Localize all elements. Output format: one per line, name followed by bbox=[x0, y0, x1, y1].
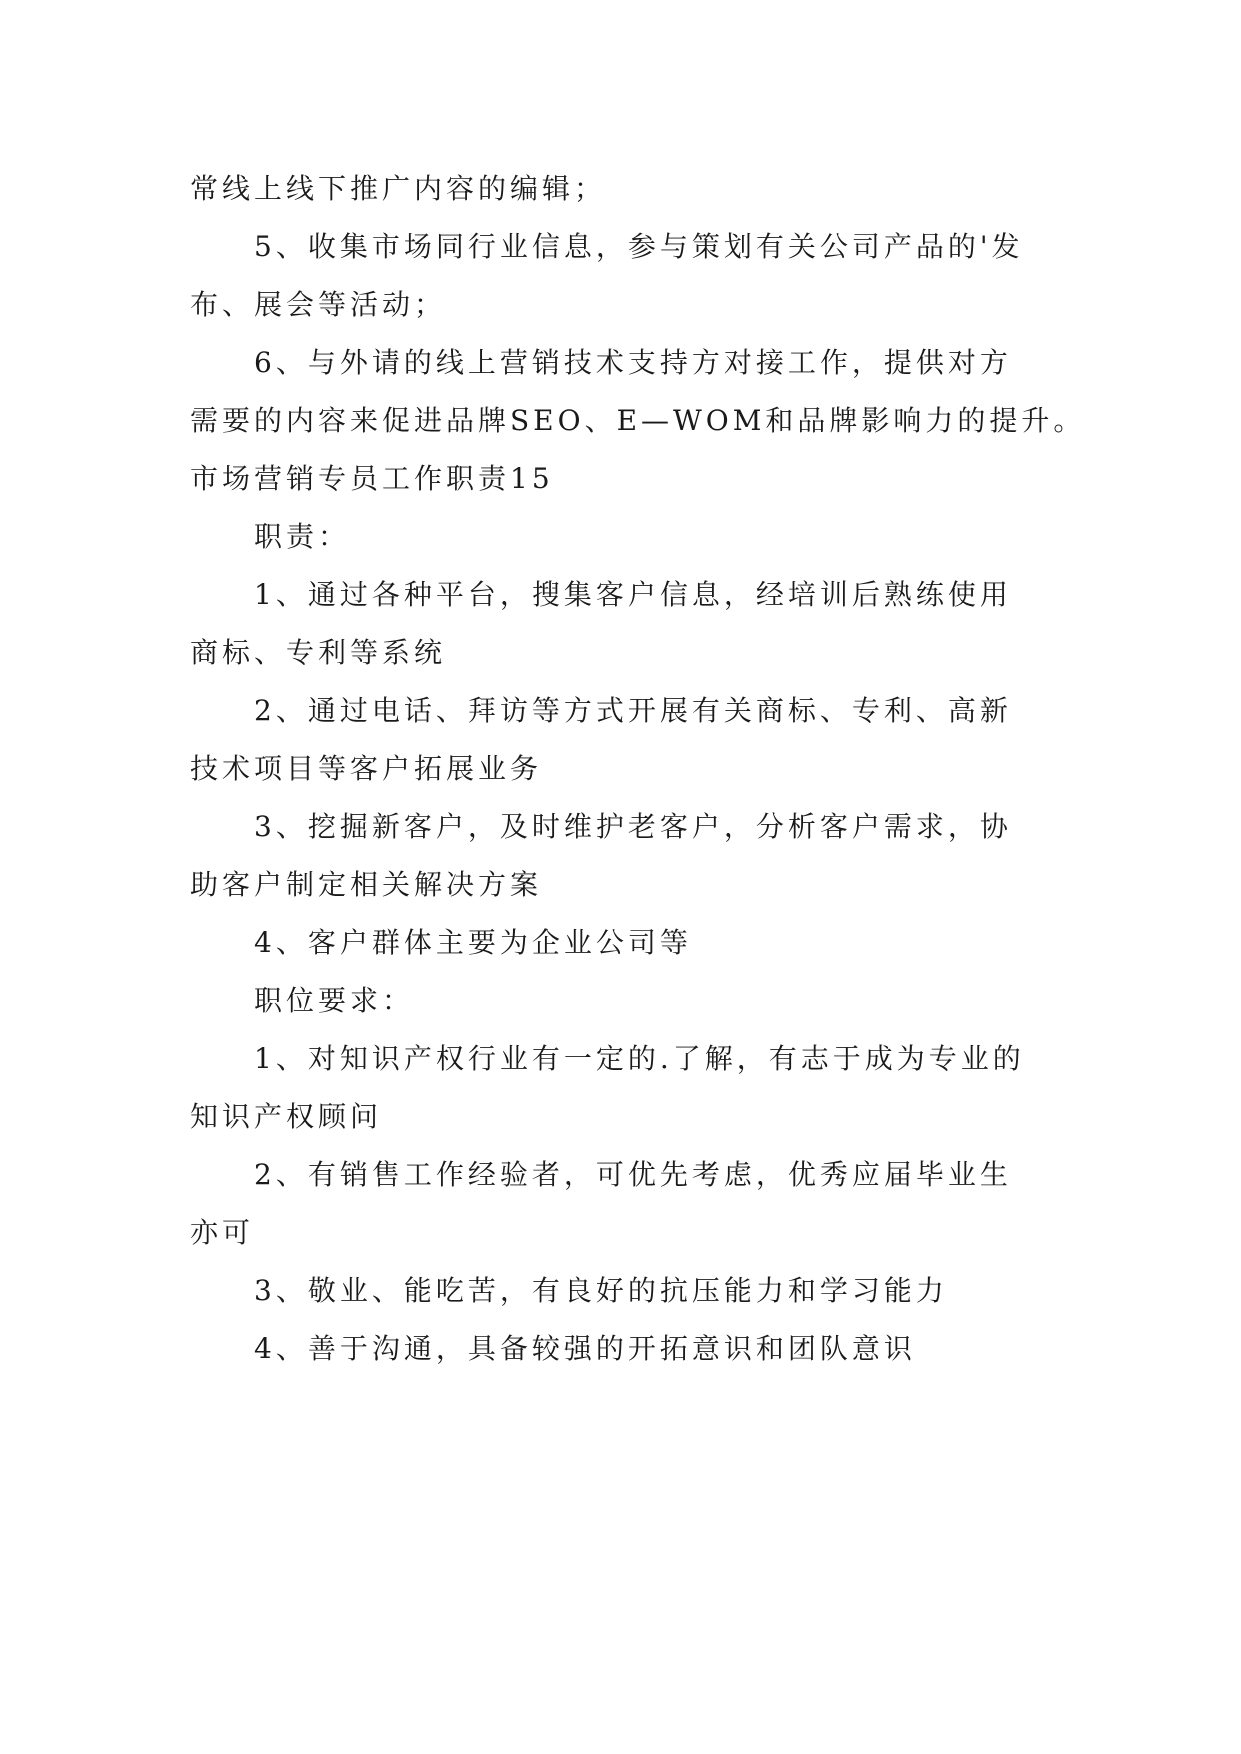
text-line: 4、客户群体主要为企业公司等 bbox=[254, 926, 692, 959]
subheading-duties: 职责： bbox=[254, 520, 351, 553]
text-line: 1、通过各种平台，搜集客户信息，经培训后熟练使用 bbox=[254, 578, 1012, 611]
text-line: 知识产权顾问 bbox=[190, 1100, 383, 1133]
text-line: 布、展会等活动； bbox=[190, 288, 447, 321]
text-line: 3、敬业、能吃苦，有良好的抗压能力和学习能力 bbox=[254, 1274, 948, 1307]
section-heading: 市场营销专员工作职责15 bbox=[190, 462, 554, 495]
subheading-requirements: 职位要求： bbox=[254, 984, 415, 1017]
text-line: 2、通过电话、拜访等方式开展有关商标、专利、高新 bbox=[254, 694, 1012, 727]
text-line: 2、有销售工作经验者，可优先考虑，优秀应届毕业生 bbox=[254, 1158, 1012, 1191]
text-line: 技术项目等客户拓展业务 bbox=[190, 752, 543, 785]
text-line: 1、对知识产权行业有一定的.了解，有志于成为专业的 bbox=[254, 1042, 1025, 1075]
text-line: 常线上线下推广内容的编辑； bbox=[190, 172, 607, 205]
text-line: 商标、专利等系统 bbox=[190, 636, 447, 669]
text-line: 3、挖掘新客户，及时维护老客户，分析客户需求，协 bbox=[254, 810, 1012, 843]
text-line: 亦可 bbox=[190, 1216, 255, 1249]
text-line: 6、与外请的线上营销技术支持方对接工作，提供对方 bbox=[254, 346, 1012, 379]
text-line: 4、善于沟通，具备较强的开拓意识和团队意识 bbox=[254, 1332, 916, 1365]
text-line: 5、收集市场同行业信息，参与策划有关公司产品的'发 bbox=[254, 230, 1024, 263]
document-body bbox=[190, 160, 1086, 1378]
text-line: 需要的内容来促进品牌SEO、E—WOM和品牌影响力的提升。 bbox=[190, 404, 1086, 437]
text-line: 助客户制定相关解决方案 bbox=[190, 868, 543, 901]
